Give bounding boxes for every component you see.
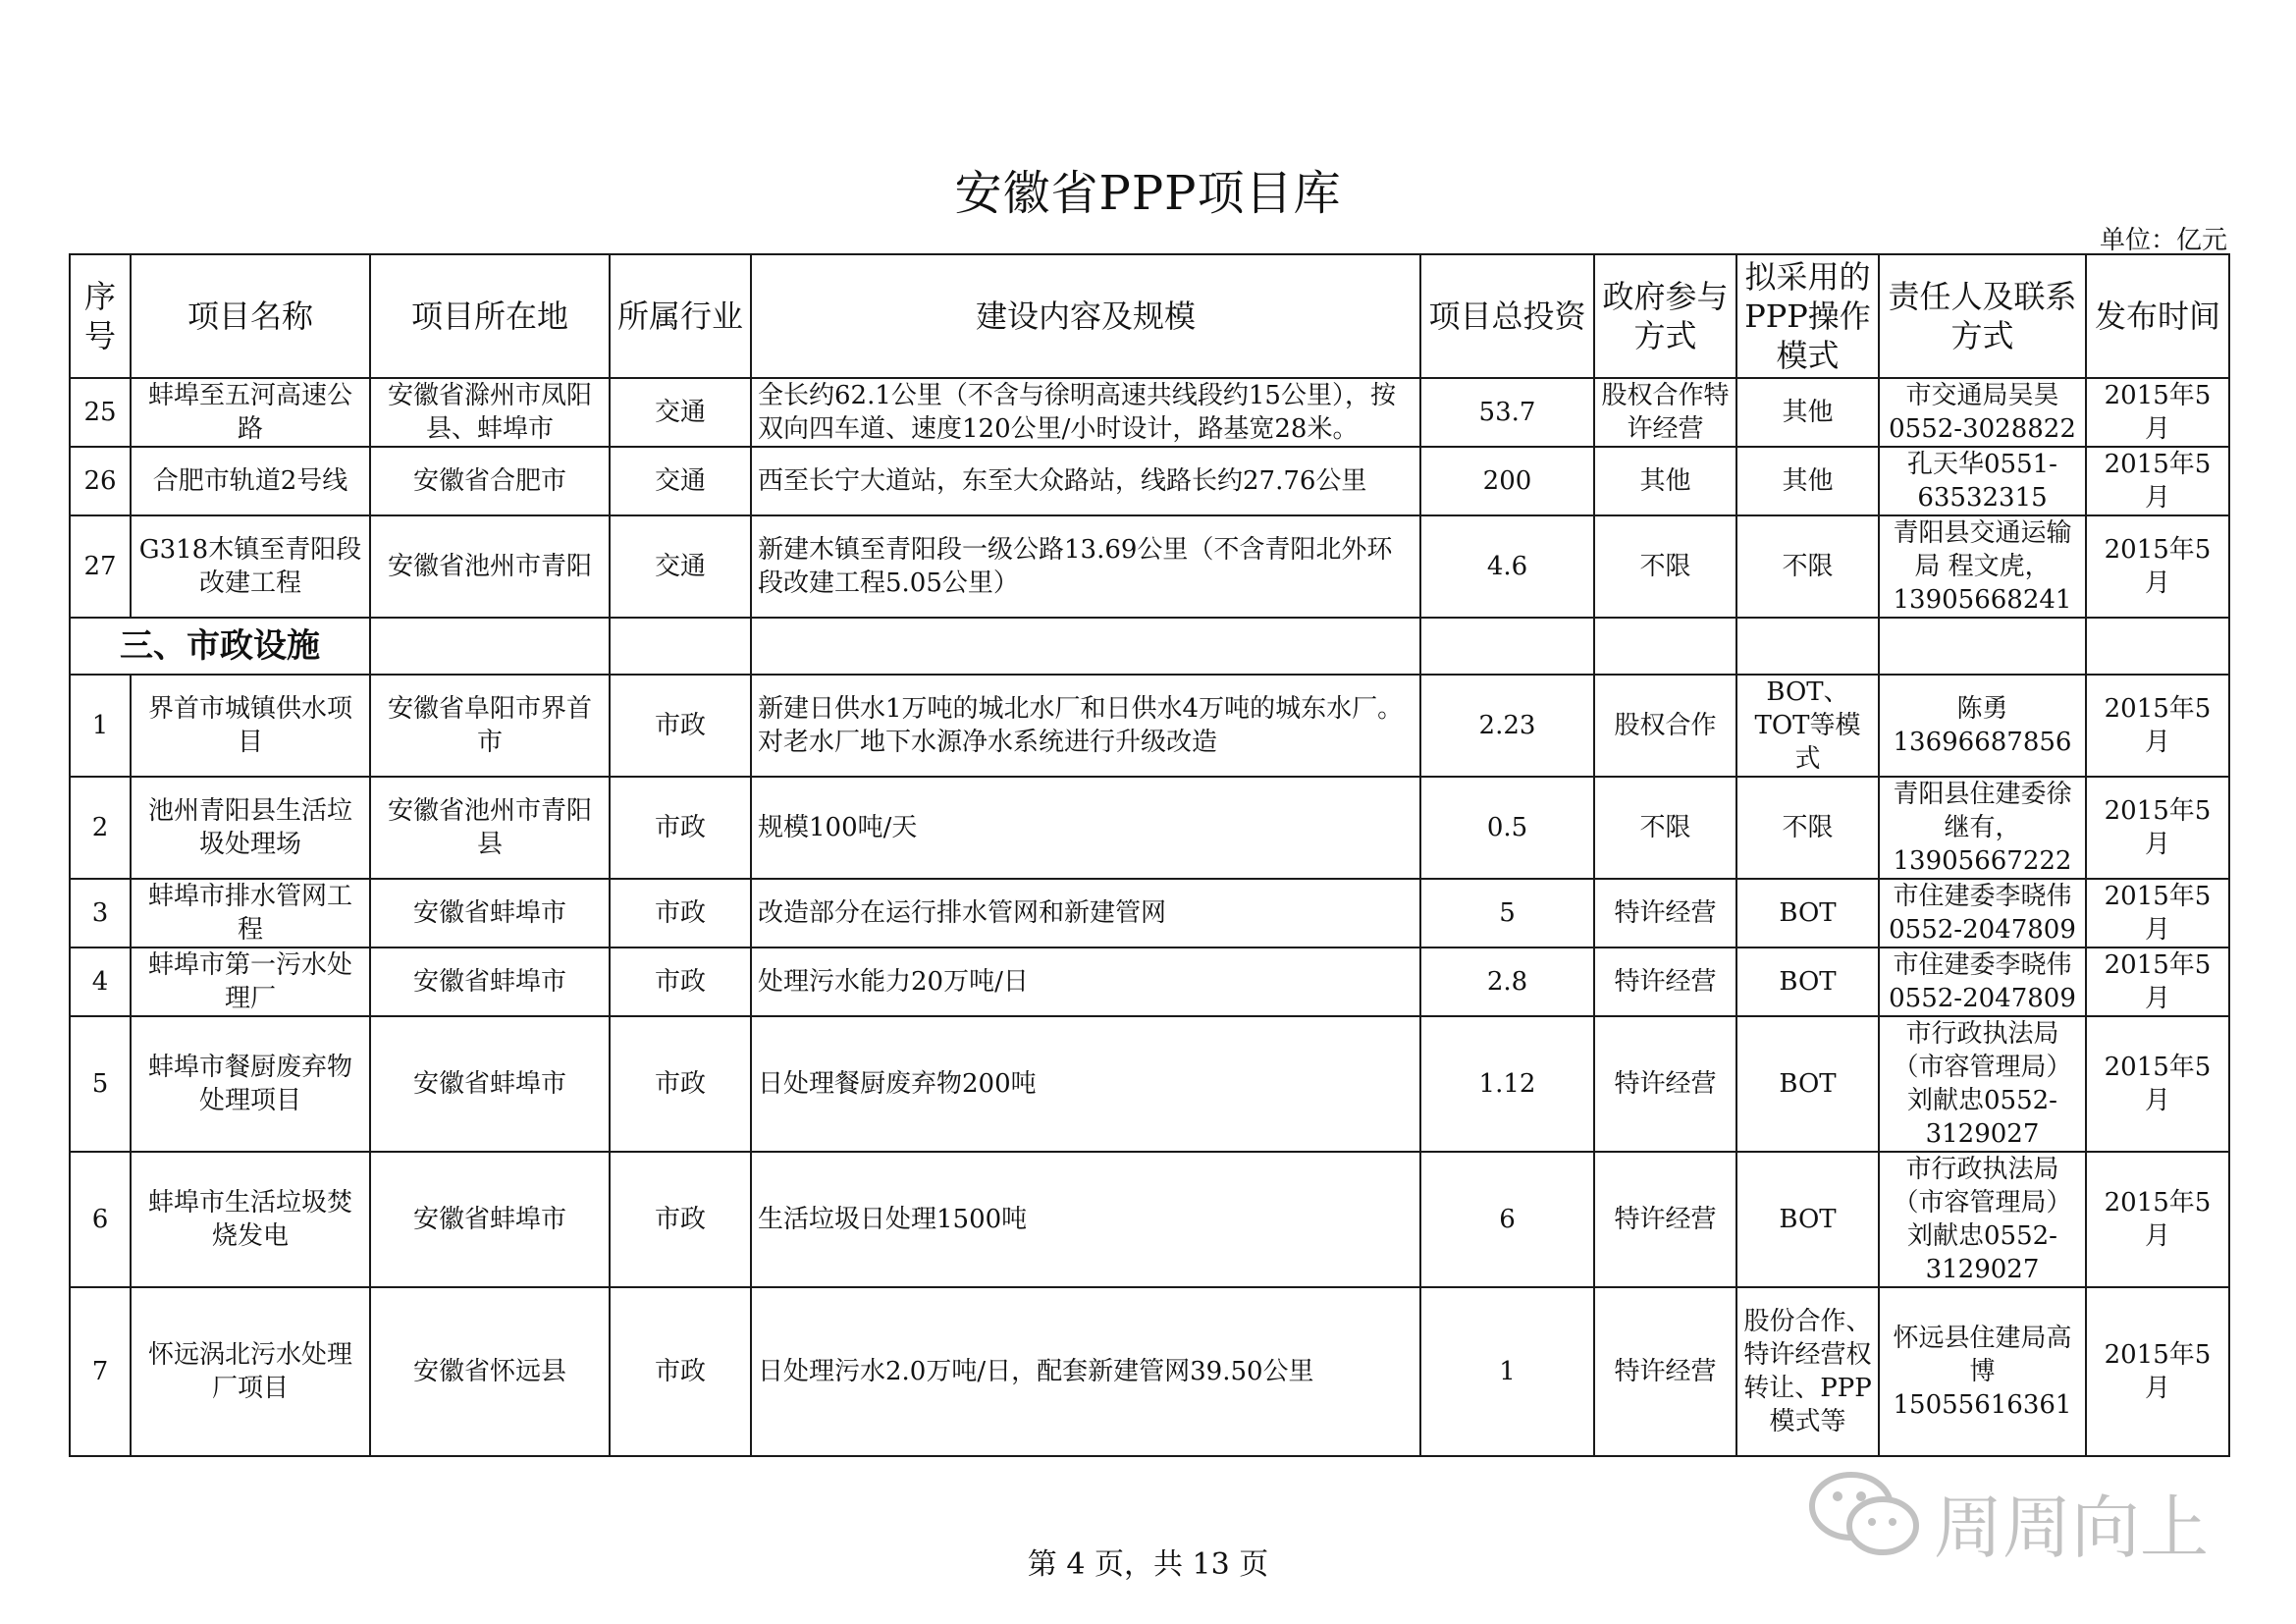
cell-location: 安徽省蚌埠市 <box>370 879 610 947</box>
cell-date: 2015年5月 <box>2086 777 2229 879</box>
cell-location: 安徽省蚌埠市 <box>370 1152 610 1287</box>
cell-date: 2015年5月 <box>2086 675 2229 777</box>
cell-mode: BOT <box>1736 1016 1879 1152</box>
header-name: 项目名称 <box>131 254 370 378</box>
cell-content: 处理污水能力20万吨/日 <box>751 947 1420 1016</box>
wechat-icon <box>1806 1469 1924 1559</box>
cell-mode: BOT <box>1736 879 1879 947</box>
cell-content: 改造部分在运行排水管网和新建管网 <box>751 879 1420 947</box>
cell-location: 安徽省池州市青阳县 <box>370 777 610 879</box>
cell-no: 3 <box>70 879 131 947</box>
cell-investment: 6 <box>1420 1152 1594 1287</box>
cell-no: 2 <box>70 777 131 879</box>
cell-gov: 股权合作特许经营 <box>1594 378 1736 447</box>
cell-industry: 市政 <box>610 1016 751 1152</box>
table-row <box>70 447 2229 515</box>
cell-date: 2015年5月 <box>2086 1016 2229 1152</box>
cell-contact: 市行政执法局（市容管理局）刘献忠0552-3129027 <box>1879 1152 2086 1287</box>
cell-mode: BOT <box>1736 947 1879 1016</box>
cell-name: 蚌埠市生活垃圾焚烧发电 <box>131 1152 370 1287</box>
header-content: 建设内容及规模 <box>751 254 1420 378</box>
cell-investment: 0.5 <box>1420 777 1594 879</box>
section-empty <box>1420 618 1594 675</box>
cell-date: 2015年5月 <box>2086 378 2229 447</box>
cell-gov: 特许经营 <box>1594 1287 1736 1456</box>
section-empty <box>370 618 610 675</box>
header-mode: 拟采用的PPP操作模式 <box>1736 254 1879 378</box>
cell-gov: 不限 <box>1594 515 1736 618</box>
cell-investment: 4.6 <box>1420 515 1594 618</box>
cell-contact: 市住建委李晓伟0552-2047809 <box>1879 879 2086 947</box>
cell-no: 1 <box>70 675 131 777</box>
cell-no: 26 <box>70 447 131 515</box>
cell-contact: 陈勇13696687856 <box>1879 675 2086 777</box>
cell-investment: 200 <box>1420 447 1594 515</box>
cell-no: 4 <box>70 947 131 1016</box>
cell-investment: 1 <box>1420 1287 1594 1456</box>
cell-name: 界首市城镇供水项目 <box>131 675 370 777</box>
table-row <box>70 515 2229 618</box>
cell-industry: 市政 <box>610 777 751 879</box>
cell-no: 27 <box>70 515 131 618</box>
cell-date: 2015年5月 <box>2086 1287 2229 1456</box>
table-row <box>70 879 2229 947</box>
page-footer: 第 4 页，共 13 页 <box>1027 1547 1269 1582</box>
cell-industry: 市政 <box>610 675 751 777</box>
section-row <box>70 618 2229 675</box>
cell-location: 安徽省滁州市凤阳县、蚌埠市 <box>370 378 610 447</box>
cell-investment: 5 <box>1420 879 1594 947</box>
cell-gov: 特许经营 <box>1594 1152 1736 1287</box>
section-empty <box>1736 618 1879 675</box>
cell-gov: 特许经营 <box>1594 947 1736 1016</box>
cell-content: 日处理餐厨废弃物200吨 <box>751 1016 1420 1152</box>
cell-location: 安徽省池州市青阳 <box>370 515 610 618</box>
cell-contact: 青阳县交通运输局 程文虎，13905668241 <box>1879 515 2086 618</box>
cell-industry: 市政 <box>610 1152 751 1287</box>
watermark-text: 周周向上 <box>1934 1488 2209 1568</box>
cell-investment: 53.7 <box>1420 378 1594 447</box>
cell-name: G318木镇至青阳段改建工程 <box>131 515 370 618</box>
cell-gov: 股权合作 <box>1594 675 1736 777</box>
header-location: 项目所在地 <box>370 254 610 378</box>
cell-no: 5 <box>70 1016 131 1152</box>
cell-name: 池州青阳县生活垃圾处理场 <box>131 777 370 879</box>
unit-label: 单位：亿元 <box>2099 226 2227 255</box>
cell-no: 25 <box>70 378 131 447</box>
cell-investment: 2.23 <box>1420 675 1594 777</box>
cell-location: 安徽省蚌埠市 <box>370 947 610 1016</box>
table-row <box>70 675 2229 777</box>
cell-industry: 市政 <box>610 947 751 1016</box>
cell-date: 2015年5月 <box>2086 879 2229 947</box>
section-empty <box>1594 618 1736 675</box>
header-investment: 项目总投资 <box>1420 254 1594 378</box>
cell-name: 蚌埠至五河高速公路 <box>131 378 370 447</box>
document-title: 安徽省PPP项目库 <box>954 166 1342 221</box>
cell-contact: 市行政执法局（市容管理局）刘献忠0552-3129027 <box>1879 1016 2086 1152</box>
section-empty <box>751 618 1420 675</box>
cell-mode: 不限 <box>1736 777 1879 879</box>
table-row <box>70 1287 2229 1456</box>
cell-location: 安徽省合肥市 <box>370 447 610 515</box>
section-empty <box>610 618 751 675</box>
table-row <box>70 378 2229 447</box>
cell-industry: 交通 <box>610 378 751 447</box>
section-title: 三、市政设施 <box>70 618 370 675</box>
table-header-row <box>70 254 2229 378</box>
cell-date: 2015年5月 <box>2086 1152 2229 1287</box>
header-contact: 责任人及联系方式 <box>1879 254 2086 378</box>
cell-no: 6 <box>70 1152 131 1287</box>
watermark <box>1806 1465 2238 1568</box>
table-row <box>70 1152 2229 1287</box>
cell-content: 生活垃圾日处理1500吨 <box>751 1152 1420 1287</box>
cell-location: 安徽省怀远县 <box>370 1287 610 1456</box>
cell-name: 怀远涡北污水处理厂项目 <box>131 1287 370 1456</box>
cell-no: 7 <box>70 1287 131 1456</box>
cell-date: 2015年5月 <box>2086 515 2229 618</box>
cell-industry: 市政 <box>610 1287 751 1456</box>
cell-investment: 1.12 <box>1420 1016 1594 1152</box>
cell-gov: 不限 <box>1594 777 1736 879</box>
cell-contact: 怀远县住建局高博15055616361 <box>1879 1287 2086 1456</box>
cell-content: 西至长宁大道站，东至大众路站，线路长约27.76公里 <box>751 447 1420 515</box>
cell-mode: 不限 <box>1736 515 1879 618</box>
section-empty <box>2086 618 2229 675</box>
project-table <box>69 253 2230 1457</box>
table-row <box>70 947 2229 1016</box>
cell-gov: 特许经营 <box>1594 879 1736 947</box>
cell-location: 安徽省蚌埠市 <box>370 1016 610 1152</box>
header-date: 发布时间 <box>2086 254 2229 378</box>
cell-gov: 其他 <box>1594 447 1736 515</box>
cell-content: 新建木镇至青阳段一级公路13.69公里（不含青阳北外环段改建工程5.05公里） <box>751 515 1420 618</box>
cell-investment: 2.8 <box>1420 947 1594 1016</box>
cell-contact: 市交通局吴昊0552-3028822 <box>1879 378 2086 447</box>
cell-contact: 孔天华0551-63532315 <box>1879 447 2086 515</box>
cell-industry: 交通 <box>610 515 751 618</box>
cell-date: 2015年5月 <box>2086 947 2229 1016</box>
cell-date: 2015年5月 <box>2086 447 2229 515</box>
section-empty <box>1879 618 2086 675</box>
cell-mode: 其他 <box>1736 378 1879 447</box>
cell-content: 规模100吨/天 <box>751 777 1420 879</box>
cell-industry: 交通 <box>610 447 751 515</box>
cell-name: 蚌埠市第一污水处理厂 <box>131 947 370 1016</box>
header-no: 序号 <box>70 254 131 378</box>
cell-industry: 市政 <box>610 879 751 947</box>
cell-mode: BOT、TOT等模式 <box>1736 675 1879 777</box>
table-row <box>70 1016 2229 1152</box>
cell-mode: BOT <box>1736 1152 1879 1287</box>
cell-gov: 特许经营 <box>1594 1016 1736 1152</box>
cell-location: 安徽省阜阳市界首市 <box>370 675 610 777</box>
cell-content: 新建日供水1万吨的城北水厂和日供水4万吨的城东水厂。对老水厂地下水源净水系统进行升级改造 <box>751 675 1420 777</box>
header-gov: 政府参与方式 <box>1594 254 1736 378</box>
cell-mode: 其他 <box>1736 447 1879 515</box>
cell-name: 蚌埠市排水管网工程 <box>131 879 370 947</box>
header-industry: 所属行业 <box>610 254 751 378</box>
cell-name: 合肥市轨道2号线 <box>131 447 370 515</box>
cell-name: 蚌埠市餐厨废弃物处理项目 <box>131 1016 370 1152</box>
cell-content: 日处理污水2.0万吨/日，配套新建管网39.50公里 <box>751 1287 1420 1456</box>
cell-contact: 市住建委李晓伟0552-2047809 <box>1879 947 2086 1016</box>
cell-mode: 股份合作、特许经营权转让、PPP模式等 <box>1736 1287 1879 1456</box>
cell-content: 全长约62.1公里（不含与徐明高速共线段约15公里），按双向四车道、速度120公里/小时设计，路基宽28米。 <box>751 378 1420 447</box>
table-row <box>70 777 2229 879</box>
cell-contact: 青阳县住建委徐继有，13905667222 <box>1879 777 2086 879</box>
